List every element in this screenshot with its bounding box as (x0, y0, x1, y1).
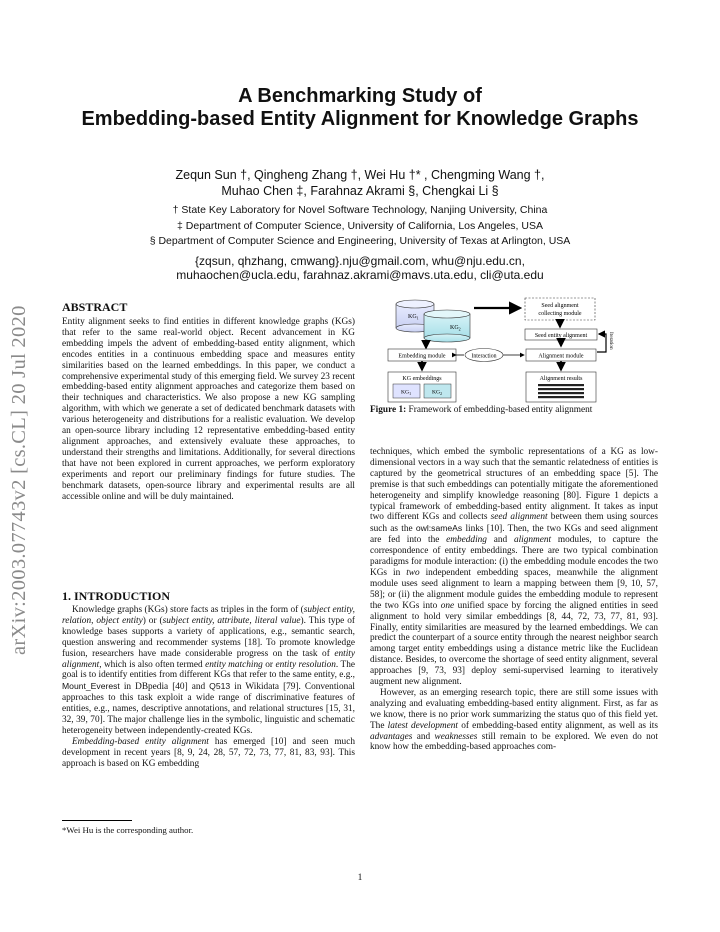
alignment-module-box (526, 349, 596, 361)
svg-text:Seed entity alignment: Seed entity alignment (534, 333, 588, 339)
email-line-2: muhaochen@ucla.edu, farahnaz.akrami@mavs.uta.edu, cli@uta.edu (176, 268, 544, 282)
seed-entity-alignment-box (525, 329, 597, 340)
abstract-body (62, 317, 355, 502)
email-line-1: {zqsun, qhzhang, cmwang}.nju@gmail.com, whu@nju.edu.cn, (195, 254, 525, 268)
svg-text:KG embeddings: KG embeddings (402, 376, 442, 382)
introduction-body (62, 605, 355, 770)
alignment-results-box (526, 372, 596, 402)
intro-paragraph-2: Embedding-based entity alignment has emerged [10] and seen much development in recent years [8, 9, 24, 28, 57, 72, 73, 77, 81, 83, 93]. This approach is based on KG embedding (62, 736, 355, 769)
affiliation-2: ‡ Department of Computer Science, University of California, Los Angeles, USA (177, 219, 543, 232)
kg-embeddings-box (388, 372, 456, 402)
arxiv-identifier: arXiv:2003.07743v2 [cs.CL] 20 Jul 2020 (8, 305, 30, 655)
svg-text:collecting module: collecting module (538, 311, 582, 317)
abstract-paragraph: Entity alignment seeks to find entities in different knowledge graphs (KGs) that refer to the same real-world object. Recent advancement in KG embedding impels the advent of embedding-based entity alignment, which encodes entities in a continuous embedding space and measures entity similarities based on the learned embeddings. In this paper, we conduct a comprehensive experimental study of this emerging field. We survey 23 recent embedding-based entity alignment approaches and categorize them based on their techniques and characteristics. We also propose a new KG sampling algorithm, with which we generate a set of dedicated benchmark datasets with various heterogeneity and distributions for a realistic evaluation. We develop an open-source library including 12 representative embedding-based entity alignment approaches, and extensively evaluate these approaches, to understand their strengths and limitations. Additionally, for several directions that have not been explored in current approaches, we perform exploratory experiments and report our preliminary findings for future studies. The benchmark datasets, open-source library and experimental results are all accessible online and will be duly maintained. (62, 317, 355, 502)
svg-text:Alignment module: Alignment module (538, 353, 584, 360)
intro-paragraph-1: Knowledge graphs (KGs) store facts as triples in the form of (subject entity, relation, object entity) or (subject entity, attribute, literal value). This type of knowledge bases supports a variety of applications, e.g., semantic search, question answering and recommender systems [18]. To promote knowledge fusion, researchers have made considerable progress on the task of entity alignment, which is also often termed entity matching or entity resolution. The goal is to identify entities from different KGs that refer to the same entity, e.g., Mount_Everest in DBpedia [40] and Q513 in Wikidata [79]. Conventional approaches to this task exploit a wide range of discriminative features of entities, e.g., names, descriptive annotations, and relational structures [15, 31, 32, 39, 70]. The major challenge lies in the symbolic, linguistic and schematic heterogeneity between independently-created KGs. (62, 605, 356, 736)
right-column-body (370, 447, 658, 753)
kg2-label: $KG_2$ (450, 325, 461, 332)
kg1-label: $KG_1$ (408, 314, 419, 321)
framework-figure (378, 296, 660, 406)
author-line-2: Muhao Chen ‡, Farahnaz Akrami §, Chengkai Li § (221, 184, 499, 198)
right-paragraph-2: However, as an emerging research topic, there are still some issues with analyzing and evaluating embedding-based entity alignment. First, as far as we know, there is no prior work summarizing the status quo of this field yet. The latest development of embedding-based entity alignment, as well as its advantages and weaknesses still remain to be explored. We even do not know how the embedding-based approaches com- (370, 687, 658, 753)
arxiv-sidebar (0, 0, 40, 932)
svg-text:Alignment results: Alignment results (539, 376, 583, 382)
affiliation-3: § Department of Computer Science and Engineering, University of Texas at Arlington, USA (149, 235, 571, 247)
introduction-heading: 1. INTRODUCTION (62, 589, 171, 603)
interaction-node (465, 349, 503, 362)
svg-text:Interaction: Interaction (471, 353, 497, 360)
svg-text:KG2: $KG_2$ (432, 389, 442, 396)
seed-collecting-module-box (525, 298, 595, 320)
embedding-module-box (388, 349, 456, 361)
author-line-1: Zequn Sun †, Qingheng Zhang †, Wei Hu †* , Chengming Wang †, (175, 168, 545, 182)
paper-title-line1: A Benchmarking Study of (238, 85, 482, 107)
footnote-corresponding-author: *Wei Hu is the corresponding author. (62, 825, 194, 835)
email-list (60, 254, 660, 282)
iteration-loop-arrow (597, 334, 606, 352)
footnote-rule (62, 820, 132, 821)
svg-text:KG1: $KG_1$ (401, 389, 411, 396)
svg-text:Embedding module: Embedding module (398, 353, 446, 360)
abstract-heading: ABSTRACT (62, 300, 128, 314)
right-paragraph-1: techniques, which embed the symbolic representations of a KG as low-dimensional vectors in a way such that the semantic relatedness of entities is captured by the geometrical structures of an embedding space [5]. The premise is that such embeddings can potentially mitigate the aforementioned heterogeneity and simplify knowledge reasoning [80]. Figure 1 depicts a typical framework of embedding-based entity alignment. It takes as input two different KGs and collects seed alignment between them using sources such as the owl:sameAs links [10]. Then, the two KGs and seed alignment are fed into the embedding and alignment modules, to capture the correspondence of entity embeddings. There are two typical combination paradigms for module interaction: (i) the embedding module encodes the two KGs in two independent embedding spaces, meanwhile the alignment module uses seed alignment to learn a mapping between them [9, 10, 57, 58]; or (ii) the alignment module guides the embedding module to represent the two KGs into one unified space by forcing the aligned entities in seed alignment to hold very similar embeddings [8, 44, 72, 73, 77, 81, 93]. Finally, entity similarities are measured by the learned embeddings. We can predict the counterpart of a source entity through the nearest neighbor search among target entity embeddings using a distance metric like the Euclidean distance. Besides, to overcome the shortage of seed entity alignment, several approaches [9, 73, 93] deploy semi-supervised learning to iteratively augment new alignment. (370, 447, 659, 688)
iteration-label: Iteration (608, 332, 614, 350)
svg-text:Seed alignment: Seed alignment (541, 303, 579, 309)
author-list (60, 167, 660, 199)
affiliation-list (60, 203, 660, 250)
page-number: 1 (357, 873, 363, 883)
affiliation-1: † State Key Laboratory for Novel Software Technology, Nanjing University, China (172, 204, 548, 216)
kg2-database-icon (424, 310, 470, 342)
figure-caption: Figure 1: Framework of embedding-based entity alignment (370, 405, 593, 415)
paper-title-line2: Embedding-based Entity Alignment for Knowledge Graphs (81, 108, 639, 130)
